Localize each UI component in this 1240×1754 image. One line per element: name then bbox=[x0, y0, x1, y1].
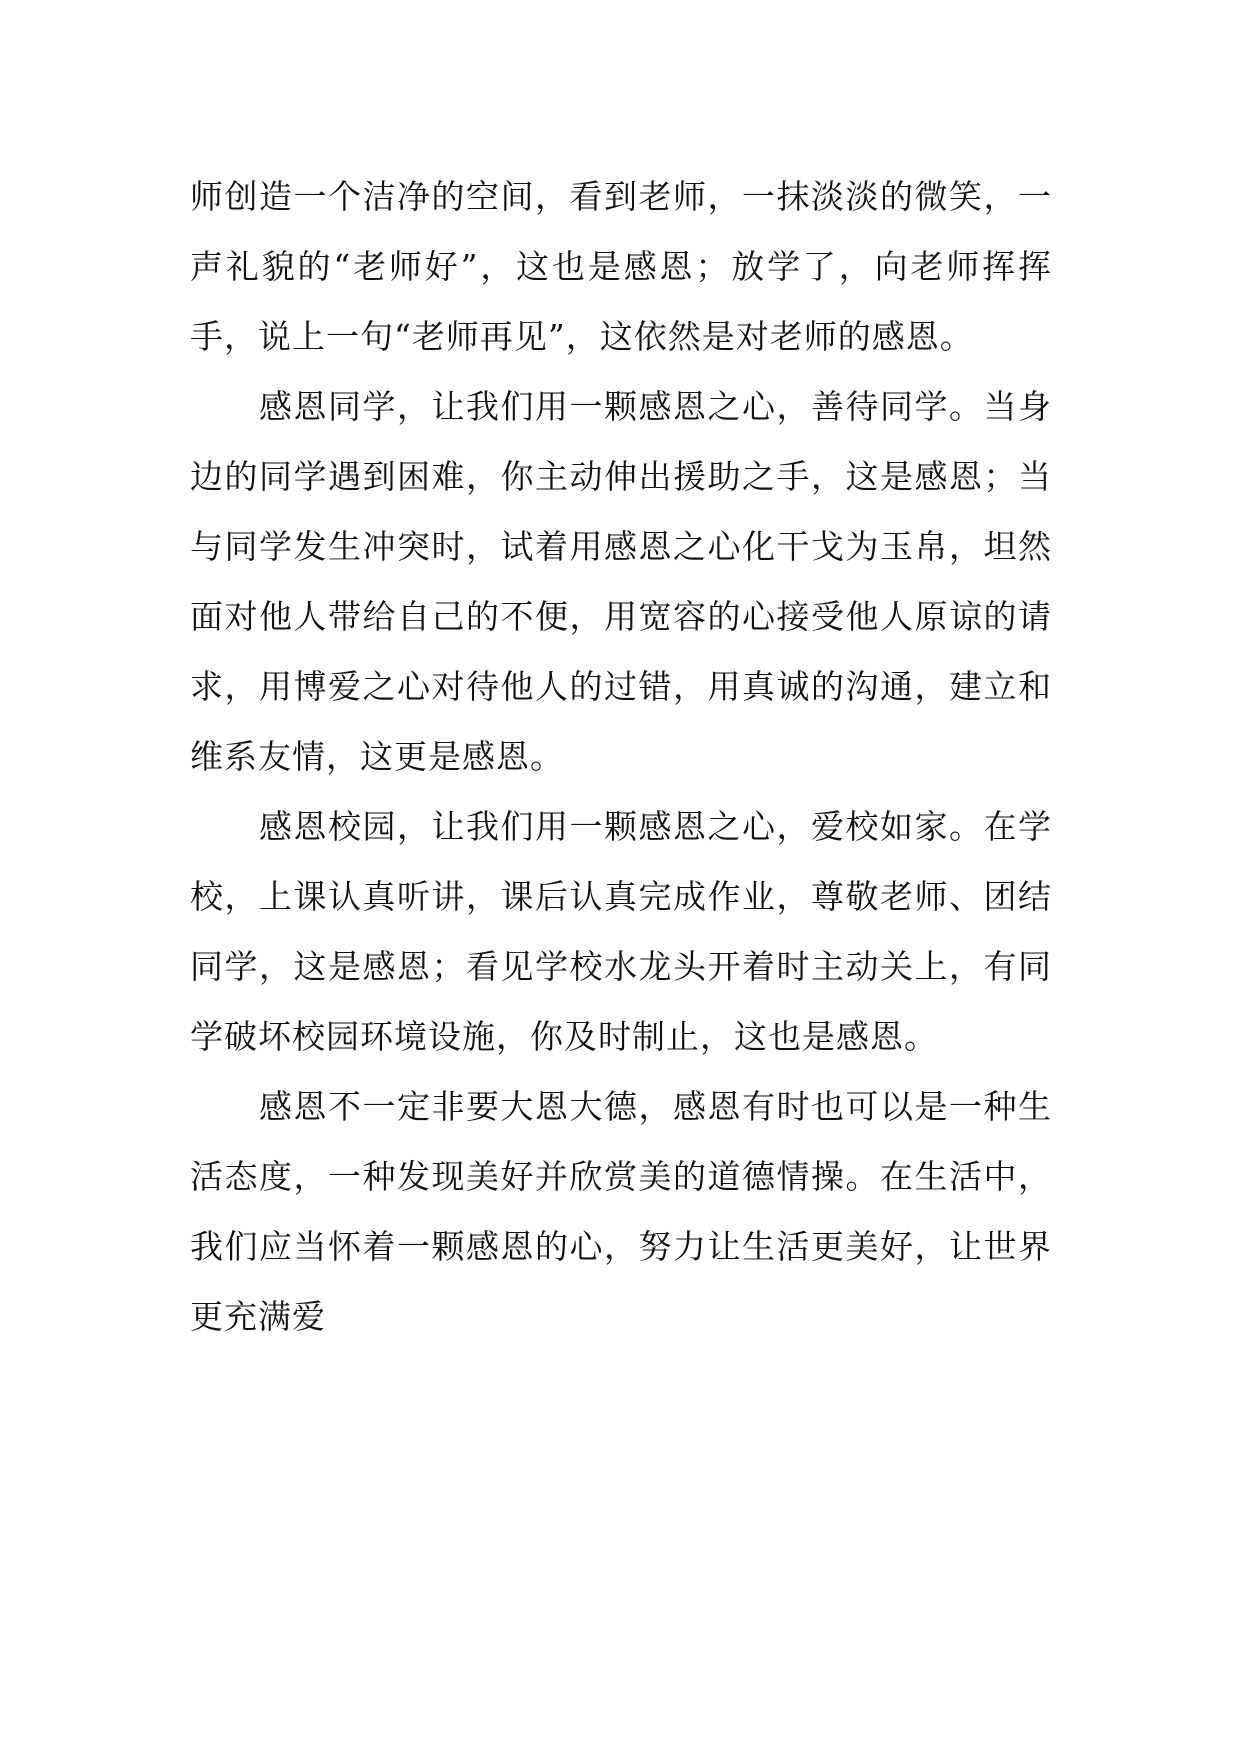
text-line: 求，用博爱之心对待他人的过错，用真诚的沟通，建立和 bbox=[190, 667, 1052, 706]
text-line: 校，上课认真听讲，课后认真完成作业，尊敬老师、团结 bbox=[190, 877, 1052, 916]
document-body bbox=[190, 162, 1052, 1352]
text-line: 边的同学遇到困难，你主动伸出援助之手，这是感恩；当 bbox=[190, 457, 1052, 496]
paragraph-campus-gratitude bbox=[190, 792, 1052, 1072]
text-line: 感恩不一定非要大恩大德，感恩有时也可以是一种生 bbox=[190, 1087, 1052, 1126]
text-line: 学破坏校园环境设施，你及时制止，这也是感恩。 bbox=[190, 1017, 938, 1056]
paragraph-life-attitude bbox=[190, 1072, 1052, 1352]
text-line: 感恩校园，让我们用一颗感恩之心，爱校如家。在学 bbox=[190, 807, 1052, 846]
text-line: 维系友情，这更是感恩。 bbox=[190, 737, 564, 776]
text-line: 面对他人带给自己的不便，用宽容的心接受他人原谅的请 bbox=[190, 597, 1052, 636]
text-line: 活态度，一种发现美好并欣赏美的道德情操。在生活中， bbox=[190, 1157, 1052, 1196]
text-line: 声礼貌的“老师好”，这也是感恩；放学了，向老师挥挥 bbox=[190, 247, 1052, 286]
text-line: 感恩同学，让我们用一颗感恩之心，善待同学。当身 bbox=[190, 387, 1052, 426]
text-line: 手，说上一句“老师再见”，这依然是对老师的感恩。 bbox=[190, 317, 974, 356]
text-line: 我们应当怀着一颗感恩的心，努力让生活更美好，让世界 bbox=[190, 1227, 1052, 1266]
paragraph-teacher-gratitude bbox=[190, 162, 1052, 372]
text-line: 师创造一个洁净的空间，看到老师，一抹淡淡的微笑，一 bbox=[190, 177, 1052, 216]
paragraph-classmate-gratitude bbox=[190, 372, 1052, 792]
text-line: 与同学发生冲突时，试着用感恩之心化干戈为玉帛，坦然 bbox=[190, 527, 1052, 566]
text-line: 同学，这是感恩；看见学校水龙头开着时主动关上，有同 bbox=[190, 947, 1052, 986]
text-line: 更充满爱 bbox=[190, 1297, 326, 1336]
